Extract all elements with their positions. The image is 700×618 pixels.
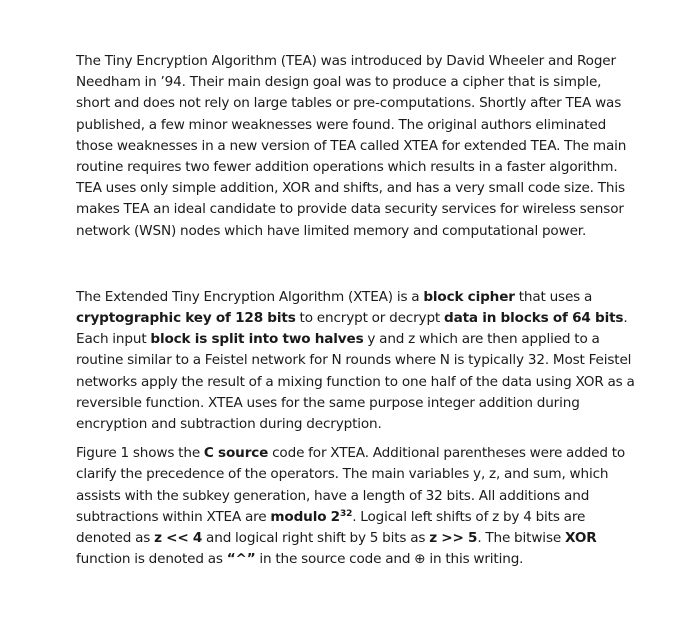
text-run: function is denoted as bbox=[76, 551, 227, 568]
bold-term-modulo bbox=[270, 509, 352, 525]
text-run: code for XTEA. Additional parentheses were added to clarify the precedence of the operators. The main variables y, z, and sum, which assists with the subkey generation, have a length of 32 bits. All additions and subtractions within XTEA are bbox=[76, 445, 626, 525]
circled-plus-icon: ⊕ bbox=[414, 551, 426, 568]
modulo-exponent: 32 bbox=[340, 508, 353, 519]
bold-term-block-size: data in blocks of 64 bits bbox=[443, 310, 624, 327]
modulo-base: modulo 2 bbox=[270, 508, 340, 525]
bold-term-c-source: C source bbox=[203, 445, 269, 462]
paragraph-xtea-description bbox=[76, 287, 636, 435]
text-run: . Each input bbox=[76, 310, 628, 348]
text-run: The Extended Tiny Encryption Algorithm (XTEA) is a bbox=[76, 288, 424, 305]
text-run: . Logical left shifts of z by 4 bits are denoted as bbox=[76, 508, 586, 547]
bold-term-left-shift: z << 4 bbox=[154, 530, 203, 547]
bold-term-caret: “^” bbox=[226, 551, 256, 568]
text-run: y and z which are then applied to a routine similar to a Feistel network for N rounds where N is typically 32. Most Feistel networks apply the result of a mixing function to one half of the data using XOR as a reversible function. XTEA uses for the same purpose integer addition during encryption and subtraction during decryption. bbox=[76, 331, 635, 433]
bold-term-right-shift: z >> 5 bbox=[429, 530, 478, 547]
text-run: in the source code and bbox=[255, 551, 415, 568]
bold-term-halves: block is split into two halves bbox=[150, 331, 364, 348]
text-run: to encrypt or decrypt bbox=[295, 310, 444, 327]
bold-term-block-cipher: block cipher bbox=[423, 288, 515, 305]
paragraph-text: The Tiny Encryption Algorithm (TEA) was introduced by David Wheeler and Roger Needham in ’94. Their main design goal was to produce a cipher that is simple, short and does not rely on large tables or pre-computations. Shortly after TEA was published, a few minor weaknesses were found. The original authors eliminated those weaknesses in a new version of TEA called XTEA for extended TEA. The main routine requires two fewer addition operations which results in a faster algorithm. TEA uses only simple addition, XOR and shifts, and has a very small code size. This makes TEA an ideal candidate to provide data security services for wireless sensor network (WSN) nodes which have limited memory and computational power. bbox=[76, 53, 627, 239]
text-run: Figure 1 shows the bbox=[76, 445, 204, 462]
paragraph-tea-intro bbox=[76, 51, 636, 242]
bold-term-xor: XOR bbox=[564, 530, 597, 547]
bold-term-key-size: cryptographic key of 128 bits bbox=[76, 310, 296, 327]
text-run: . The bitwise bbox=[477, 530, 565, 547]
text-run: in this writing. bbox=[425, 551, 524, 568]
paragraph-source-code-notes bbox=[76, 443, 636, 570]
text-run: and logical right shift by 5 bits as bbox=[202, 530, 430, 547]
text-run: that uses a bbox=[514, 288, 593, 305]
document-body bbox=[76, 51, 636, 570]
